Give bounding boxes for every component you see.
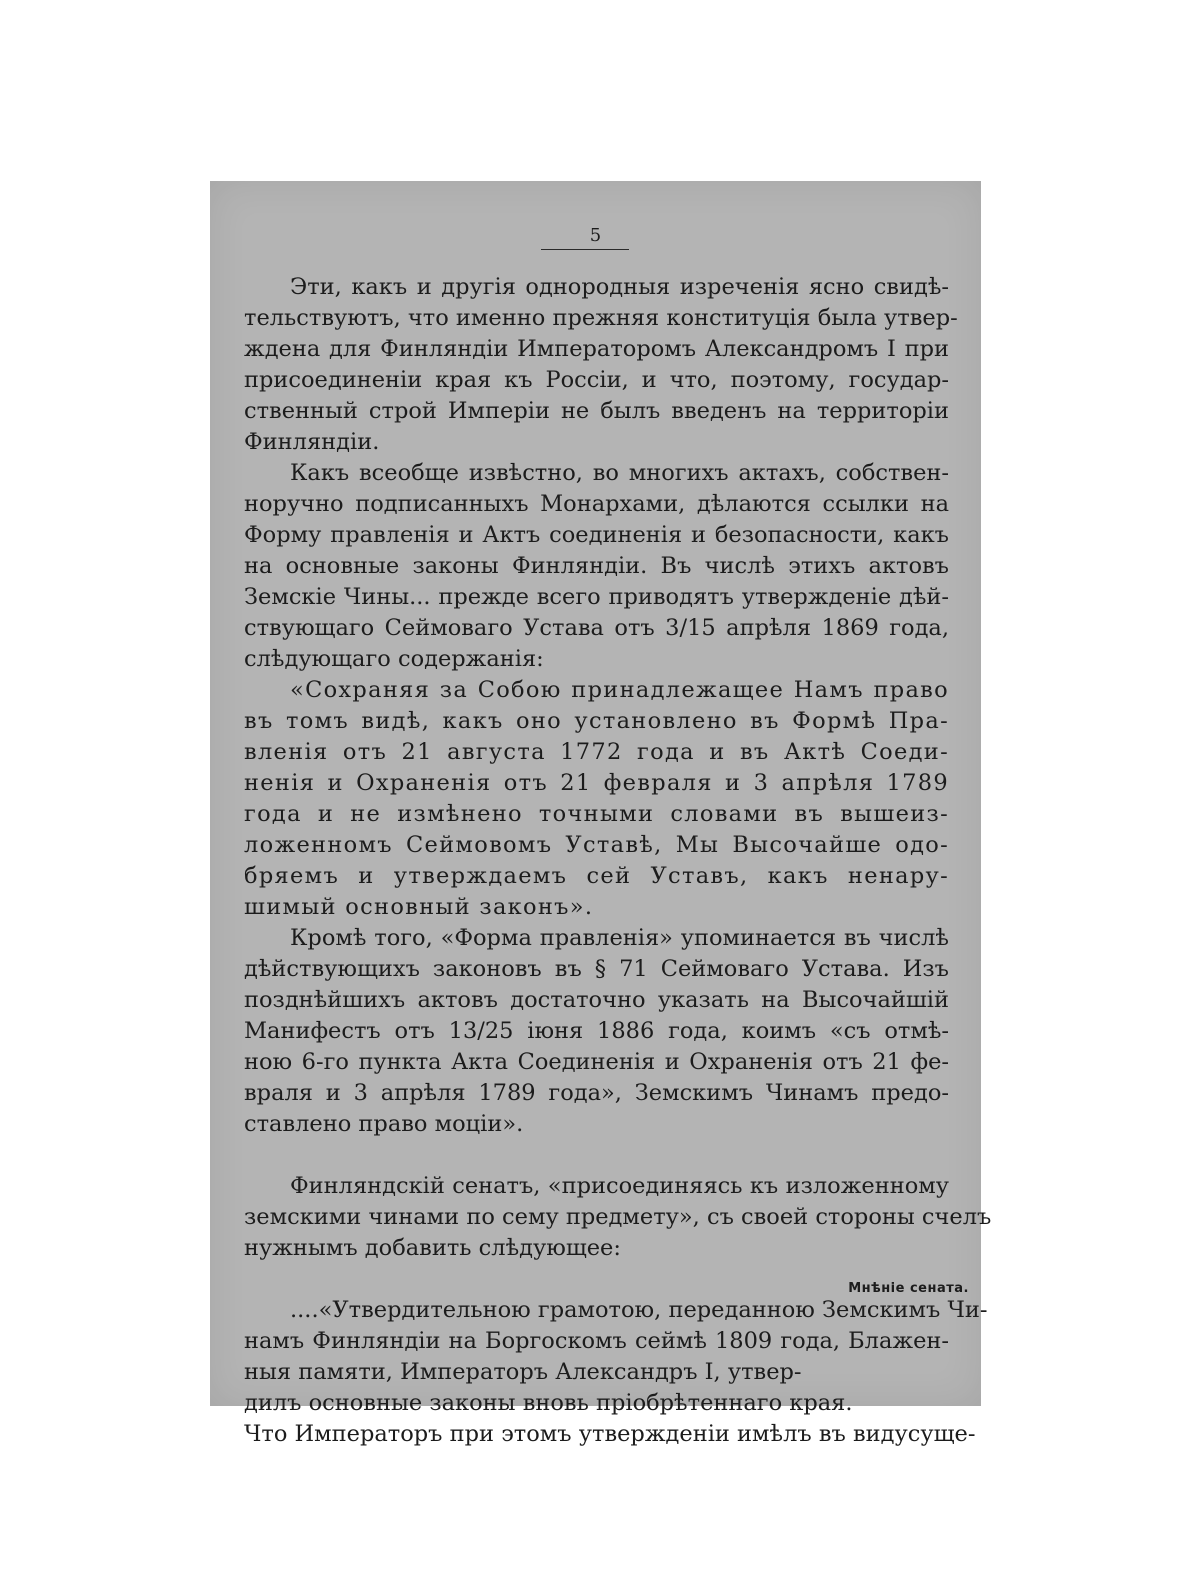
text-line: намъ Финляндіи на Боргоскомъ сеймѣ 1809 года, Блажен- (244, 1328, 949, 1354)
text-line: ставлено право моціи». (244, 1111, 524, 1137)
text-line: ствующаго Сеймоваго Устава отъ 3/15 апрѣля 1869 года, (244, 615, 949, 641)
text-line: дѣйствующихъ законовъ въ § 71 Сеймоваго Устава. Изъ (244, 956, 949, 982)
text-line: ждена для Финляндіи Императоромъ Александромъ I при (244, 336, 949, 362)
text-line: Кромѣ того, «Форма правленія» упоминается въ числѣ (290, 925, 949, 951)
text-line: позднѣйшихъ актовъ достаточно указать на Высочайшій (244, 987, 949, 1013)
quote-line: ложенномъ Сеймовомъ Уставѣ, Мы Высочайше одо- (244, 832, 949, 858)
text-line: ....«Утвердительною грамотою, переданною Земскимъ Чи- (290, 1297, 988, 1323)
text-line: ственный строй Имперіи не былъ введенъ на территоріи (244, 398, 949, 424)
quote-line: вленія отъ 21 августа 1772 года и въ Актѣ Соеди- (244, 739, 949, 765)
text-line: Что Императоръ при этомъ утвержденіи имѣлъ въ видусуще- (244, 1421, 976, 1447)
text-line: слѣдующаго содержанія: (244, 646, 544, 672)
text-line: тельствуютъ, что именно прежняя конституція была утвер- (244, 305, 958, 331)
body-text (244, 272, 992, 1450)
text-line: норучно подписанныхъ Монархами, дѣлаются ссылки на (244, 491, 949, 517)
text-line: присоединеніи края къ Россіи, и что, поэтому, государ- (244, 367, 949, 393)
text-line: Финляндскій сенатъ, «присоединяясь къ изложенному (290, 1173, 949, 1199)
text-line: Форму правленія и Актъ соединенія и безопасности, какъ (244, 522, 949, 548)
text-line: земскими чинами по сему предмету», съ своей стороны счелъ (244, 1204, 992, 1230)
text-line: Земскіе Чины... прежде всего приводятъ утвержденіе дѣй- (244, 584, 949, 610)
scanned-page (210, 181, 992, 1447)
quote-line: ненія и Охраненія отъ 21 февраля и 3 апрѣля 1789 (244, 770, 949, 796)
text-line: нужнымъ добавить слѣдующее: (244, 1235, 621, 1261)
text-line: ныя памяти, Императоръ Александръ I, утвер- (244, 1359, 802, 1385)
quote-line: въ томъ видѣ, какъ оно установлено въ Формѣ Пра- (244, 708, 949, 734)
quotation-block (244, 675, 949, 923)
text-line: Манифестъ отъ 13/25 іюня 1886 года, коимъ «съ отмѣ- (244, 1018, 949, 1044)
text-line: ною 6-го пункта Акта Соединенія и Охраненія отъ 21 фе- (244, 1049, 949, 1075)
paragraph-gap (244, 1264, 949, 1295)
paragraph-gap (244, 1140, 949, 1171)
page-number: 5 (589, 225, 602, 246)
quote-line: шимый основный законъ». (244, 894, 594, 920)
quote-line: года и не измѣнено точными словами въ вышеиз- (244, 801, 949, 827)
text-line: Какъ всеобще извѣстно, во многихъ актахъ, собствен- (290, 460, 949, 486)
page-number-rule (541, 249, 629, 250)
text-line: враля и 3 апрѣля 1789 года», Земскимъ Чинамъ предо- (244, 1080, 949, 1106)
quote-line: «Сохраняя за Собою принадлежащее Намъ право (290, 677, 949, 703)
text-line: Эти, какъ и другія однородныя изреченія ясно свидѣ- (290, 274, 949, 300)
quote-line: бряемъ и утверждаемъ сей Уставъ, какъ ненару- (244, 863, 949, 889)
text-line: дилъ основные законы вновь пріобрѣтеннаго края. (244, 1390, 853, 1416)
text-line: на основные законы Финляндіи. Въ числѣ этихъ актовъ (244, 553, 949, 579)
margin-note: Мнѣніе сената. (848, 1281, 969, 1296)
text-line: Финляндіи. (244, 429, 380, 455)
